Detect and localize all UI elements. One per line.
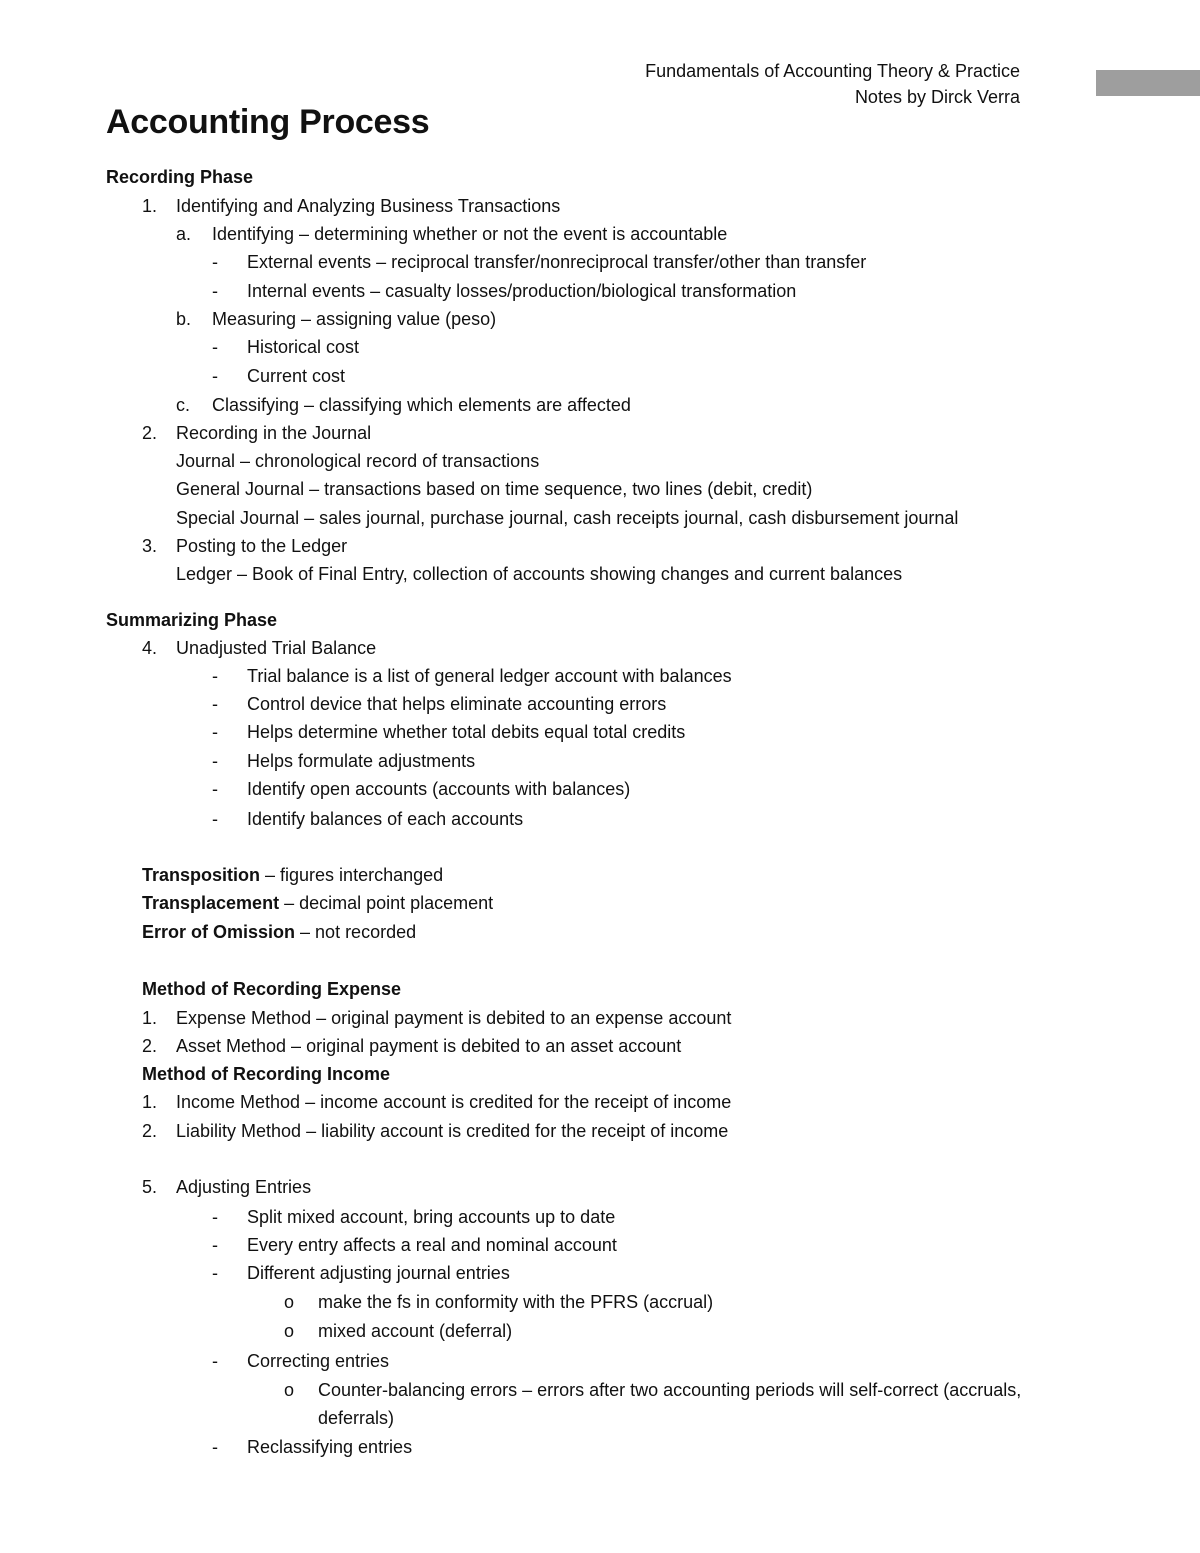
error-term: Transplacement [142, 893, 280, 913]
list-item: mixed account (deferral) [318, 1321, 513, 1341]
error-definition [142, 890, 493, 916]
list-item: Classifying – classifying which elements are affected [212, 395, 631, 415]
list-item: Posting to the Ledger [176, 536, 348, 556]
list-letter: c. [176, 395, 191, 415]
subheading-income-method: Method of Recording Income [142, 1064, 391, 1084]
dash-bullet: - [212, 366, 218, 386]
list-item: Measuring – assigning value (peso) [212, 309, 497, 329]
dash-bullet: - [212, 1437, 218, 1457]
section-heading-summarizing: Summarizing Phase [106, 610, 278, 630]
dash-bullet: - [212, 751, 218, 771]
list-item: Counter-balancing errors – errors after two accounting periods will self-correct (accruals, [318, 1380, 1022, 1400]
error-term: Error of Omission [142, 922, 296, 942]
list-item: Special Journal – sales journal, purchase journal, cash receipts journal, cash disbursement journal [176, 508, 959, 528]
list-num: 2. [142, 423, 158, 443]
list-num: 1. [142, 1008, 158, 1028]
list-item-continued: deferrals) [318, 1408, 395, 1428]
list-item: Identifying and Analyzing Business Transactions [176, 196, 561, 216]
subheading-expense-method: Method of Recording Expense [142, 979, 402, 999]
list-letter: b. [176, 309, 192, 329]
list-letter: a. [176, 224, 192, 244]
list-item: Identifying – determining whether or not the event is accountable [212, 224, 728, 244]
dash-bullet: - [212, 337, 218, 357]
dash-bullet: - [212, 694, 218, 714]
error-desc: – decimal point placement [279, 893, 494, 913]
dash-bullet: - [212, 809, 218, 829]
circle-bullet: o [284, 1380, 295, 1400]
list-item: Correcting entries [247, 1351, 390, 1371]
section-heading-recording: Recording Phase [106, 167, 254, 187]
list-item: External events – reciprocal transfer/nonreciprocal transfer/other than transfer [247, 252, 867, 272]
list-item: Liability Method – liability account is credited for the receipt of income [176, 1121, 729, 1141]
list-item: Split mixed account, bring accounts up to date [247, 1207, 616, 1227]
list-item: Historical cost [247, 337, 360, 357]
error-definition [142, 862, 443, 888]
error-definition [142, 919, 416, 945]
side-tab-marker [1096, 70, 1200, 96]
error-term: Transposition [142, 865, 261, 885]
list-item: Helps formulate adjustments [247, 751, 476, 771]
list-item: make the fs in conformity with the PFRS (accrual) [318, 1292, 714, 1312]
dash-bullet: - [212, 252, 218, 272]
list-num: 1. [142, 1092, 158, 1112]
list-item: Adjusting Entries [176, 1177, 312, 1197]
list-num: 1. [142, 196, 158, 216]
list-item: Recording in the Journal [176, 423, 372, 443]
list-item: Identify open accounts (accounts with balances) [247, 779, 631, 799]
dash-bullet: - [212, 1235, 218, 1255]
error-desc: – not recorded [295, 922, 417, 942]
dash-bullet: - [212, 722, 218, 742]
list-item: Income Method – income account is credited for the receipt of income [176, 1092, 732, 1112]
dash-bullet: - [212, 1351, 218, 1371]
circle-bullet: o [284, 1292, 295, 1312]
list-item: Asset Method – original payment is debited to an asset account [176, 1036, 682, 1056]
list-num: 3. [142, 536, 158, 556]
header-author: Notes by Dirck Verra [854, 87, 1020, 107]
dash-bullet: - [212, 281, 218, 301]
list-item: Helps determine whether total debits equal total credits [247, 722, 686, 742]
list-item: Identify balances of each accounts [247, 809, 524, 829]
list-num: 2. [142, 1036, 158, 1056]
list-item: Control device that helps eliminate accounting errors [247, 694, 667, 714]
list-num: 5. [142, 1177, 158, 1197]
header-course-title: Fundamentals of Accounting Theory & Practice [645, 61, 1020, 81]
list-item: Journal – chronological record of transactions [176, 451, 540, 471]
dash-bullet: - [212, 1263, 218, 1283]
list-item: Internal events – casualty losses/production/biological transformation [247, 281, 797, 301]
list-item: Trial balance is a list of general ledger account with balances [247, 666, 732, 686]
list-item: Reclassifying entries [247, 1437, 413, 1457]
list-item: Ledger – Book of Final Entry, collection of accounts showing changes and current balances [176, 564, 903, 584]
dash-bullet: - [212, 779, 218, 799]
list-item: Every entry affects a real and nominal account [247, 1235, 617, 1255]
circle-bullet: o [284, 1321, 295, 1341]
list-num: 2. [142, 1121, 158, 1141]
list-item: General Journal – transactions based on time sequence, two lines (debit, credit) [176, 479, 813, 499]
page-title: Accounting Process [106, 103, 430, 141]
list-item: Current cost [247, 366, 346, 386]
dash-bullet: - [212, 1207, 218, 1227]
error-desc: – figures interchanged [260, 865, 444, 885]
list-num: 4. [142, 638, 158, 658]
list-item: Expense Method – original payment is debited to an expense account [176, 1008, 732, 1028]
dash-bullet: - [212, 666, 218, 686]
list-item: Different adjusting journal entries [247, 1263, 510, 1283]
list-item: Unadjusted Trial Balance [176, 638, 377, 658]
